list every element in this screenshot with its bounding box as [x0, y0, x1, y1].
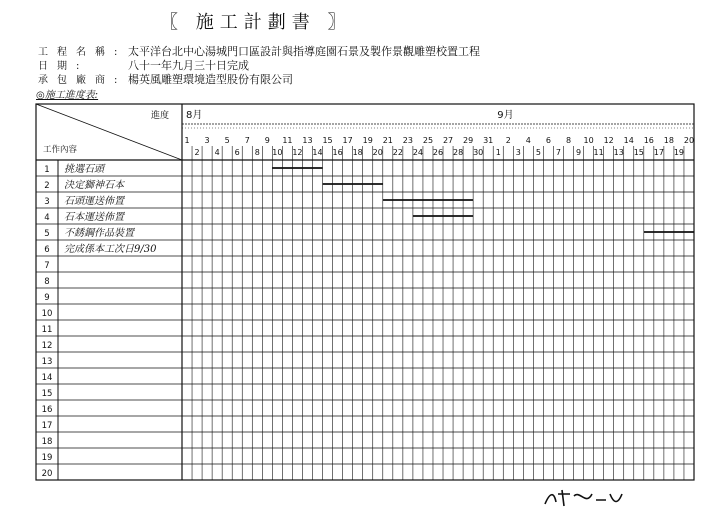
day-label: 27 [442, 136, 454, 145]
day-label: 26 [432, 148, 444, 157]
day-label: 18 [352, 148, 363, 157]
day-label: 13 [302, 136, 313, 145]
signature [540, 488, 680, 509]
task-name: 決定獅神石本 [64, 180, 124, 191]
header-task-label: 工作內容 [42, 145, 78, 155]
day-label: 19 [673, 148, 685, 157]
row-number: 10 [41, 309, 53, 319]
day-label: 6 [545, 136, 551, 145]
meta-value: 太平洋台北中心湯城門口區設計與指導庭園石景及製作景觀雕塑校置工程 [128, 45, 480, 58]
task-name: 不銹鋼作品裝置 [64, 228, 134, 239]
day-label: 14 [623, 136, 634, 145]
day-label: 1 [184, 136, 190, 145]
day-label: 4 [214, 148, 220, 157]
day-label: 14 [312, 148, 323, 157]
day-label: 2 [505, 136, 511, 145]
day-label: 17 [653, 148, 664, 157]
row-number: 13 [41, 357, 53, 367]
day-label: 17 [342, 136, 353, 145]
day-label: 8 [254, 148, 260, 157]
row-number: 7 [44, 261, 50, 271]
row-number: 9 [44, 293, 50, 303]
day-label: 11 [593, 148, 604, 157]
day-label: 30 [473, 148, 484, 157]
day-label: 2 [194, 148, 200, 157]
row-number: 3 [44, 197, 50, 207]
day-label: 15 [322, 136, 333, 145]
day-label: 16 [643, 136, 654, 145]
day-label: 1 [495, 148, 501, 157]
day-label: 11 [282, 136, 293, 145]
day-label: 18 [663, 136, 674, 145]
day-label: 15 [633, 148, 644, 157]
day-label: 19 [362, 136, 373, 145]
row-number: 4 [44, 213, 50, 223]
day-label: 3 [204, 136, 210, 145]
document-title: 〖 施工計劃書 〗 [160, 12, 352, 33]
day-label: 5 [535, 148, 541, 157]
day-label: 16 [332, 148, 343, 157]
month-label: 9月 [497, 110, 514, 121]
day-label: 9 [264, 136, 270, 145]
row-number: 8 [44, 277, 50, 287]
task-name: 石本運送佈置 [64, 212, 124, 223]
day-label: 8 [565, 136, 572, 145]
row-number: 17 [41, 421, 53, 431]
day-label: 28 [452, 148, 464, 157]
header-progress-label: 進度 [150, 111, 170, 121]
task-name: 石頭運送佈置 [64, 196, 124, 207]
day-label: 29 [463, 136, 474, 145]
row-number: 2 [44, 181, 50, 191]
day-label: 21 [382, 136, 393, 145]
day-label: 12 [603, 136, 614, 145]
row-number: 11 [41, 325, 53, 335]
row-number: 15 [41, 389, 53, 399]
row-number: 12 [41, 341, 53, 351]
day-label: 22 [392, 148, 403, 157]
row-number: 14 [41, 373, 53, 383]
meta-value: 楊英風雕塑環境造型股份有限公司 [128, 73, 293, 86]
day-label: 7 [555, 148, 562, 157]
progress-title: ◎施工進度表: [36, 90, 99, 101]
meta-label: 承包廠商: [38, 75, 127, 86]
day-label: 6 [234, 148, 240, 157]
day-label: 3 [515, 148, 521, 157]
day-label: 9 [576, 148, 582, 157]
row-number: 20 [41, 469, 53, 479]
day-label: 24 [412, 148, 424, 157]
day-label: 23 [402, 136, 413, 145]
day-label: 13 [613, 148, 624, 157]
row-number: 19 [41, 453, 53, 463]
row-number: 16 [41, 405, 53, 415]
day-label: 7 [244, 136, 250, 145]
meta-label: 工程名稱: [38, 47, 127, 58]
day-label: 25 [422, 136, 434, 145]
day-label: 31 [483, 136, 494, 145]
meta-value: 八十一年九月三十日完成 [128, 59, 249, 72]
row-number: 6 [44, 245, 50, 255]
meta-label: 日期: [38, 61, 89, 72]
row-number: 1 [44, 165, 50, 175]
day-label: 10 [272, 148, 283, 157]
day-label: 20 [683, 136, 695, 145]
day-label: 4 [525, 136, 531, 145]
row-number: 5 [44, 229, 50, 239]
row-number: 18 [41, 437, 53, 447]
task-name: 完成係本工次日9/30 [64, 244, 157, 255]
day-label: 20 [372, 148, 383, 157]
day-label: 10 [583, 136, 594, 145]
day-label: 12 [292, 148, 303, 157]
day-label: 5 [224, 136, 230, 145]
task-name: 挑選石頭 [64, 164, 104, 175]
month-label: 8月 [186, 110, 203, 121]
